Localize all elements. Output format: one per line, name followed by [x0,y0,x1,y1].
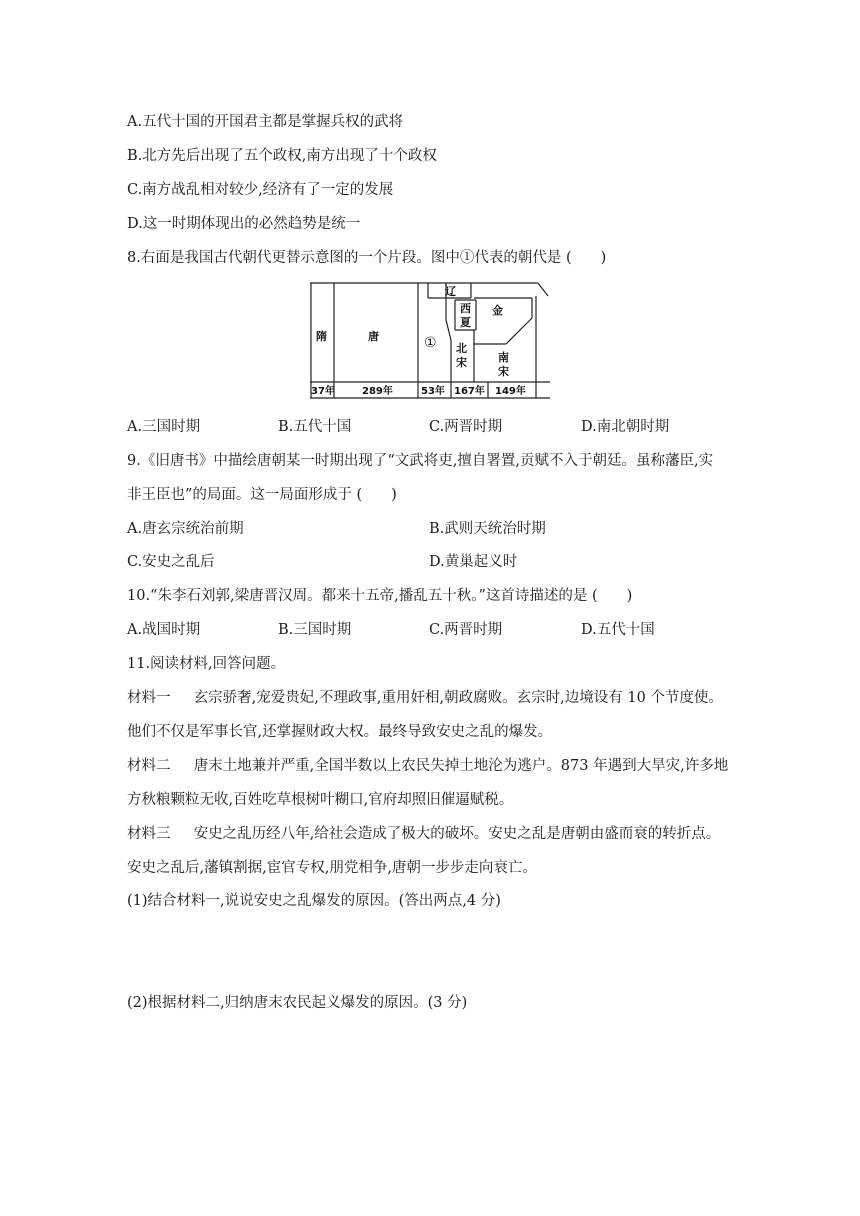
q8-stem: 8.右面是我国古代朝代更替示意图的一个片段。图中①代表的朝代是 ( ) [127,250,607,266]
year-sui: 37年 [311,386,335,397]
label-marker-1: ① [424,335,437,351]
q11-subquestion-1: (1)结合材料一,说说安史之乱爆发的原因。(答出两点,4 分) [127,893,501,909]
q7-option-d: D.这一时期体现出的必然趋势是统一 [127,216,361,232]
q7-option-a: A.五代十国的开国君主都是掌握兵权的武将 [127,114,404,130]
label-nansong-2: 宋 [498,365,509,378]
q9-stem-line2: 非王臣也”的局面。这一局面形成于 ( ) [127,487,397,503]
q8-option-b: B.五代十国 [278,419,352,435]
q10-option-d: D.五代十国 [581,622,655,638]
q10-option-c: C.两晋时期 [429,622,503,638]
year-tang: 289年 [362,386,393,397]
q11-stem: 11.阅读材料,回答问题。 [127,656,286,672]
label-tang: 唐 [368,330,379,343]
label-beisong-2: 宋 [456,356,467,369]
q11-subquestion-2: (2)根据材料二,归纳唐末农民起义爆发的原因。(3 分) [127,995,468,1011]
q9-option-a: A.唐玄宗统治前期 [127,521,244,537]
year-nansong: 149年 [495,386,526,397]
material-1-line2: 他们不仅是军事长官,还掌握财政大权。最终导致安史之乱的爆发。 [127,724,553,740]
q8-option-d: D.南北朝时期 [581,419,670,435]
q7-option-b: B.北方先后出现了五个政权,南方出现了十个政权 [127,148,437,164]
material-3-line1 [127,824,720,844]
material-1-line1 [127,688,723,708]
material-1-label: 材料一 [127,690,171,706]
q7-option-c: C.南方战乱相对较少,经济有了一定的发展 [127,182,394,198]
q9-option-c: C.安史之乱后 [127,554,215,570]
q8-option-a: A.三国时期 [127,419,201,435]
label-xixia-2: 夏 [460,316,471,329]
material-2-label: 材料二 [127,758,171,774]
material-2-line2: 方秋粮颗粒无收,百姓吃草根树叶糊口,官府却照旧催逼赋税。 [127,792,514,808]
dynasty-succession-diagram [310,282,550,400]
year-marker: 53年 [421,386,445,397]
material-3-text-1: 安史之乱历经八年,给社会造成了极大的破坏。安史之乱是唐朝由盛而衰的转折点。 [193,826,721,842]
material-2-text-1: 唐末土地兼并严重,全国半数以上农民失掉土地沦为逃户。873 年遇到大旱灾,许多地 [193,758,729,774]
label-nansong-1: 南 [498,351,509,364]
label-beisong-1: 北 [456,342,467,355]
year-beisong: 167年 [454,386,485,397]
q9-option-b: B.武则天统治时期 [429,521,546,537]
q9-option-d: D.黄巢起义时 [429,554,518,570]
label-sui: 隋 [316,330,327,343]
q10-option-b: B.三国时期 [278,622,352,638]
material-3-label: 材料三 [127,826,171,842]
material-2-line1 [127,756,728,776]
q8-option-c: C.两晋时期 [429,419,503,435]
q10-option-a: A.战国时期 [127,622,201,638]
label-xixia-1: 西 [460,302,471,315]
q9-stem-line1: 9.《旧唐书》中描绘唐朝某一时期出现了“文武将吏,擅自署置,贡赋不入于朝廷。虽称藩臣,实 [127,453,714,469]
q10-stem: 10.“朱李石刘郭,梁唐晋汉周。都来十五帝,播乱五十秋。”这首诗描述的是 ( ) [127,588,633,604]
label-jin: 金 [492,304,503,317]
material-1-text-1: 玄宗骄奢,宠爱贵妃,不理政事,重用奸相,朝政腐败。玄宗时,边境设有 10 个节度使。 [193,690,723,706]
label-liao: 辽 [445,285,456,298]
material-3-line2: 安史之乱后,藩镇割据,宦官专权,朋党相争,唐朝一步步走向衰亡。 [127,860,537,876]
